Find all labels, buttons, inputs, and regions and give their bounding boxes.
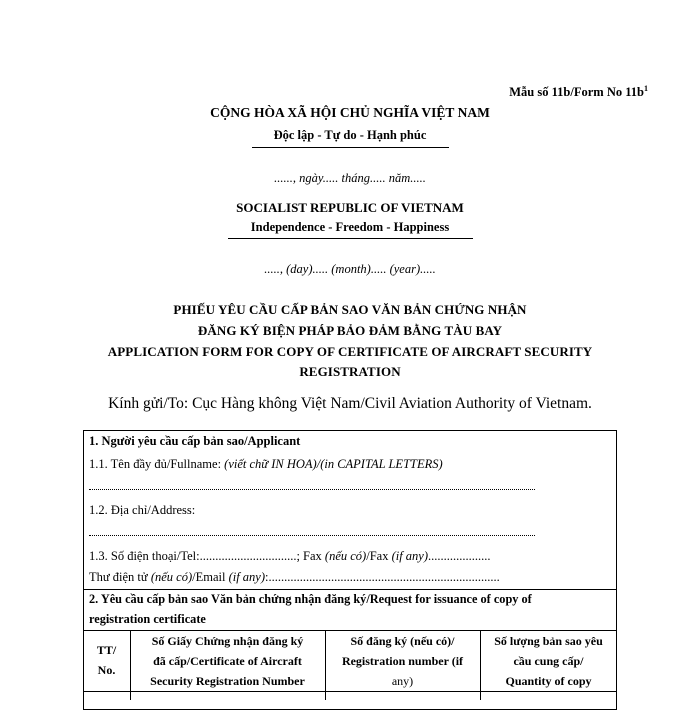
fax-hint-vn: (nếu có): [324, 549, 367, 563]
section-1-heading: 1. Người yêu cầu cấp bản sao/Applicant: [89, 434, 301, 448]
section-2-heading-line-2: registration certificate: [89, 612, 206, 626]
fullname-label: 1.1. Tên đầy đủ/Fullname:: [89, 457, 225, 471]
header-reg-line-1: Số đăng ký (nếu có)/: [350, 634, 455, 648]
table-header-bottom-border: [83, 691, 617, 692]
header-no-line-2: No.: [97, 663, 116, 677]
fax-tail: ....................: [428, 549, 491, 563]
title-en-line-2: REGISTRATION: [299, 364, 401, 379]
email-mid: /Email: [192, 570, 229, 584]
vn-motto-underline: [252, 147, 449, 148]
vn-country-name: CỘNG HÒA XÃ HỘI CHỦ NGHĨA VIỆT NAM: [210, 105, 490, 120]
table-header-no: [83, 640, 130, 680]
form-number-text: Mẫu số 11b/Form No 11b: [509, 85, 644, 100]
phone-label: 1.3. Số điện thoại/Tel:...............................; Fax: [89, 549, 325, 563]
table-header-certificate-number: [130, 631, 325, 691]
email-hint-en: (if any): [228, 570, 266, 584]
email-label: Thư điện tử: [89, 570, 151, 584]
address-input-line[interactable]: [89, 535, 535, 536]
email-hint-vn: (nếu có): [150, 570, 193, 584]
header-qty-line-2: cầu cung cấp/: [513, 654, 584, 668]
section-2-heading-line-1: 2. Yêu cầu cấp bản sao Văn bản chứng nhận đăng ký/Request for issuance of copy of: [89, 592, 532, 606]
fullname-row: [89, 457, 443, 472]
header-cert-line-2: đã cấp/Certificate of Aircraft: [153, 654, 302, 668]
vn-date-line: ......, ngày..... tháng..... năm.....: [274, 171, 426, 185]
header-cert-line-3: Security Registration Number: [150, 674, 305, 688]
section-divider: [83, 589, 617, 590]
header-reg-line-2: Registration number (if: [341, 654, 464, 668]
table-header-quantity: [480, 631, 617, 691]
en-motto: Independence - Freedom - Happiness: [250, 220, 450, 234]
en-country-name: SOCIALIST REPUBLIC OF VIETNAM: [236, 200, 464, 215]
address-label: 1.2. Địa chỉ/Address:: [89, 503, 196, 517]
fax-mid: /Fax: [366, 549, 392, 563]
en-date-line: ....., (day)..... (month)..... (year).....: [264, 262, 436, 276]
header-cert-line-1: Số Giấy Chứng nhận đăng ký: [151, 634, 304, 648]
header-no-line-1: TT/: [96, 643, 117, 657]
header-qty-line-1: Số lượng bản sao yêu: [494, 634, 603, 648]
fullname-hint: (viết chữ IN HOA)/(in CAPITAL LETTERS): [224, 457, 443, 471]
title-vn-line-2: ĐĂNG KÝ BIỆN PHÁP BẢO ĐẢM BẰNG TÀU BAY: [197, 323, 503, 338]
email-row: [89, 570, 500, 585]
addressee-line: Kính gửi/To: Cục Hàng không Việt Nam/Civil Aviation Authority of Vietnam.: [108, 395, 592, 412]
fax-hint-en: (if any): [391, 549, 429, 563]
title-vn-line-1: PHIẾU YÊU CẦU CẤP BẢN SAO VĂN BẢN CHỨNG NHẬN: [173, 302, 527, 317]
phone-fax-row: [89, 549, 491, 564]
header-qty-line-3: Quantity of copy: [505, 674, 592, 688]
header-reg-line-3: any): [391, 674, 414, 688]
fullname-input-line[interactable]: [89, 489, 535, 490]
form-number-footnote: 1: [644, 84, 648, 93]
form-number: [509, 84, 648, 100]
title-en-line-1: APPLICATION FORM FOR COPY OF CERTIFICATE OF AIRCRAFT SECURITY: [107, 344, 593, 359]
table-header-registration-number: [325, 631, 480, 691]
en-motto-underline: [228, 238, 473, 239]
email-tail: :..........................................................................: [265, 570, 500, 584]
vn-motto: Độc lập - Tự do - Hạnh phúc: [273, 128, 427, 142]
